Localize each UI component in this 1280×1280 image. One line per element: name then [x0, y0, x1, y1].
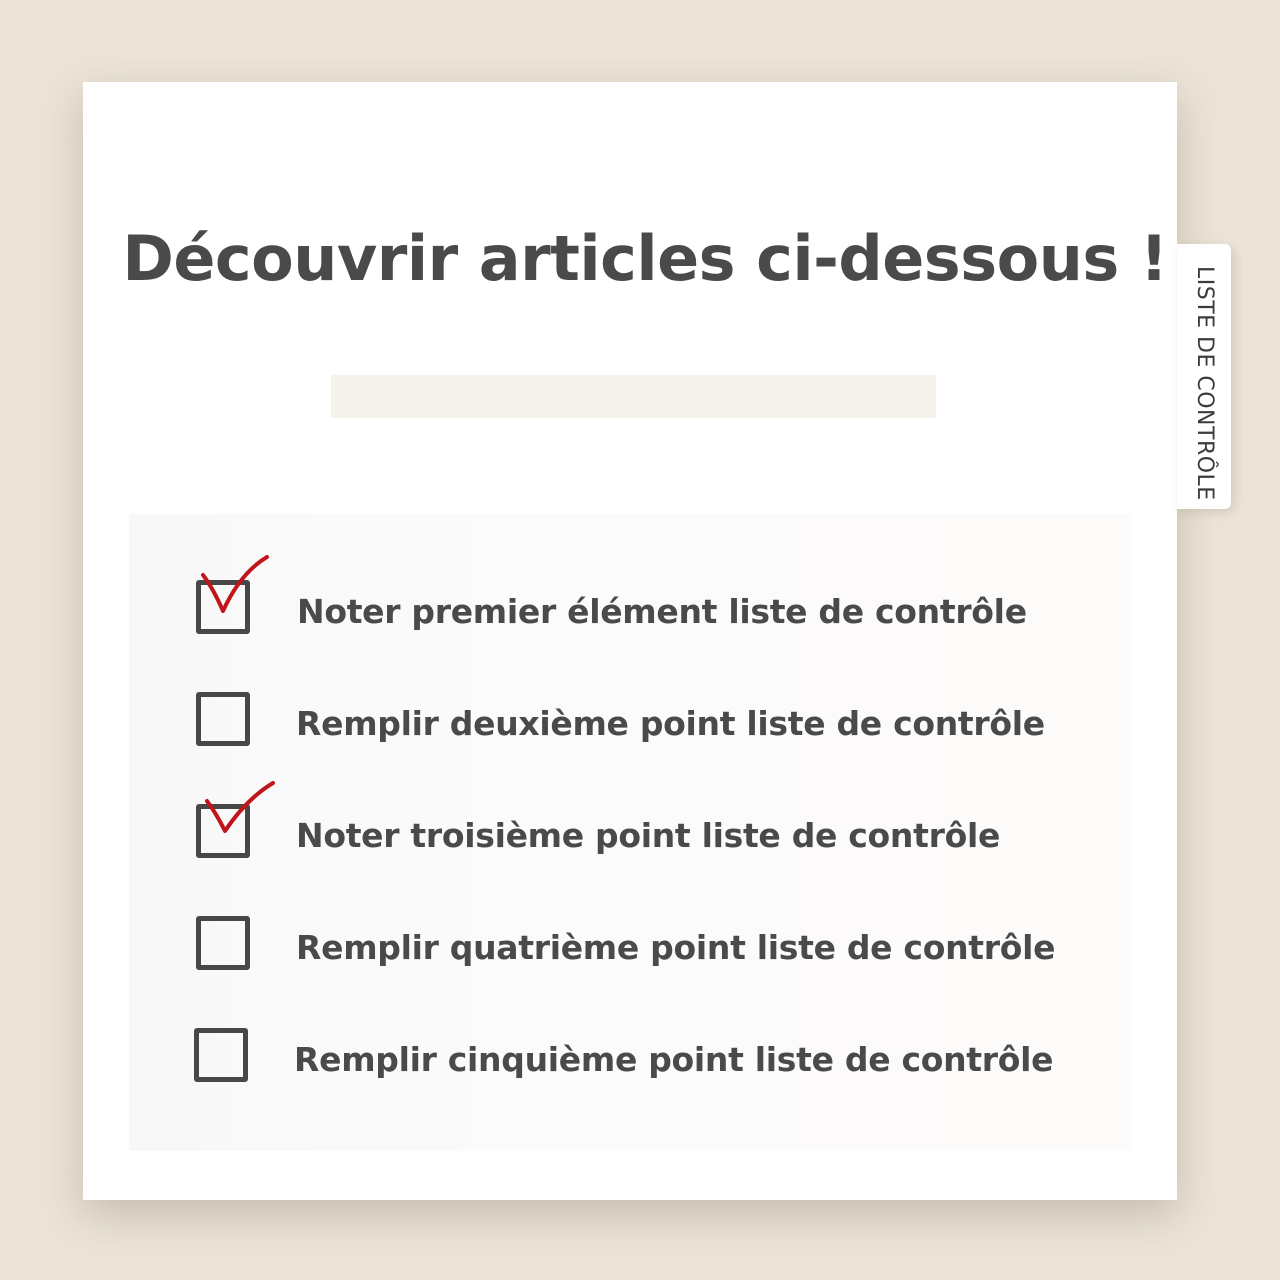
red-checkmark-icon: [199, 553, 275, 633]
side-tab-label: LISTE DE CONTRÔLE: [1192, 266, 1217, 501]
checklist-item-1[interactable]: [129, 580, 1132, 650]
checklist-item-label: Remplir cinquième point liste de contrôle: [294, 1040, 1054, 1079]
page-title: Découvrir articles ci-dessous !: [122, 222, 1168, 295]
checklist-item-label: Remplir deuxième point liste de contrôle: [296, 704, 1045, 743]
checkbox-icon[interactable]: [196, 692, 250, 746]
checklist-item-3[interactable]: [129, 804, 1132, 874]
checklist-item-label: Noter premier élément liste de contrôle: [297, 592, 1027, 631]
checkbox-icon[interactable]: [196, 580, 250, 634]
checklist-panel: [129, 514, 1132, 1151]
checklist-item-2[interactable]: [129, 692, 1132, 762]
red-checkmark-icon: [203, 781, 279, 861]
checklist-item-label: Remplir quatrième point liste de contrôle: [296, 928, 1056, 967]
title-underline-bar: [331, 375, 936, 418]
checklist-item-label: Noter troisième point liste de contrôle: [296, 816, 1001, 855]
checklist-item-4[interactable]: [129, 916, 1132, 986]
checkbox-icon[interactable]: [194, 1028, 248, 1082]
checklist-item-5[interactable]: [129, 1028, 1132, 1098]
checkbox-icon[interactable]: [196, 916, 250, 970]
checkbox-icon[interactable]: [196, 804, 250, 858]
